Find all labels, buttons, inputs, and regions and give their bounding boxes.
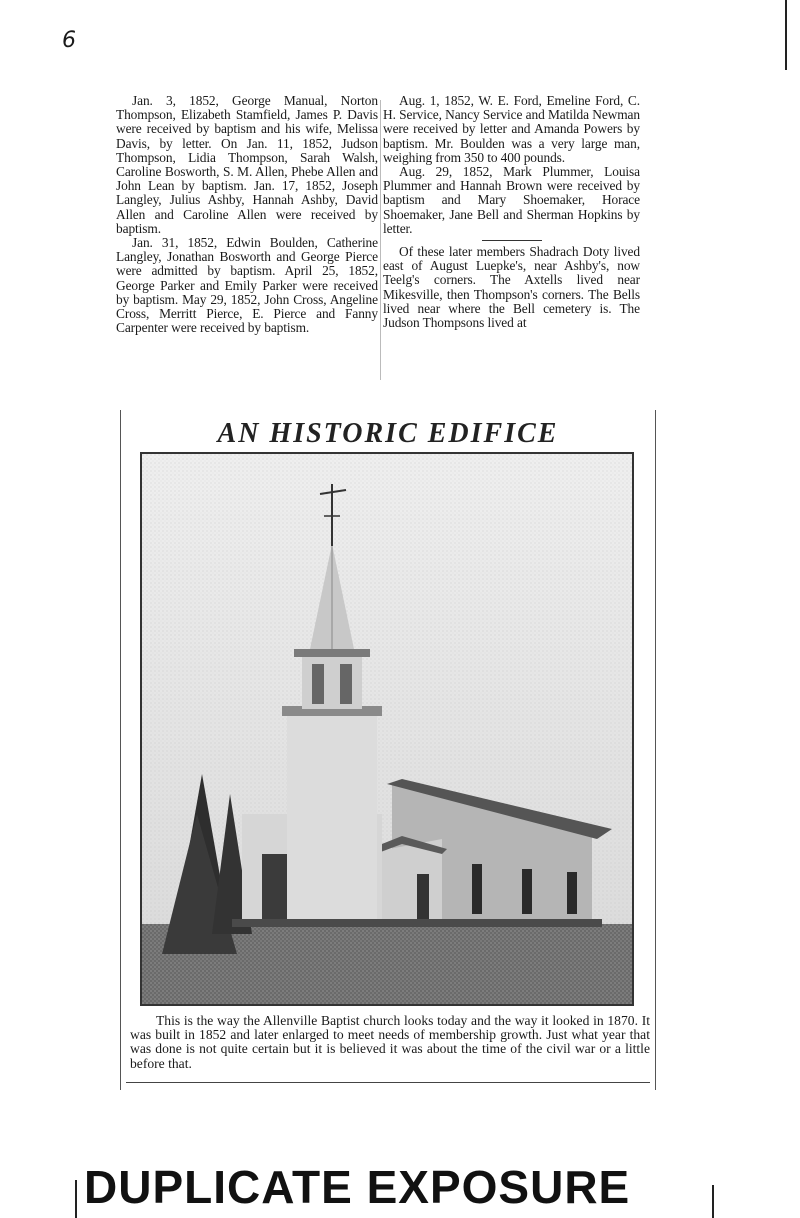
duplicate-exposure-stamp: DUPLICATE EXPOSURE bbox=[84, 1161, 631, 1213]
column-divider bbox=[380, 100, 381, 380]
scan-edge-mark bbox=[75, 1180, 77, 1218]
paragraph: Aug. 1, 1852, W. E. Ford, Emeline Ford, C. H. Service, Nancy Service and Matilda Newman were received by letter and Amanda Powers by baptism. Mr. Boulden was a very large man, weighing from 350 to 400 pounds. bbox=[383, 93, 640, 165]
page-number: 6 bbox=[62, 28, 76, 53]
section-separator bbox=[482, 240, 542, 241]
figure-caption: This is the way the Allenville Baptist church looks today and the way it looked in 1870. It was built in 1852 and later enlarged to meet needs of membership growth. Just what year that was done is not quite certain but it is believed it was about the time of the civil war or a little before that. bbox=[130, 1013, 650, 1071]
church-with-steeple-photo bbox=[142, 454, 632, 1004]
paragraph: Of these later members Shadrach Doty lived east of August Luepke's, near Ashby's, now Teelg's corners. The Axtells lived near Mikesville, then Thompson's corners. The Bells lived near where the Bell cemetery is. The Judson Thompsons lived at bbox=[383, 244, 640, 331]
church-photo bbox=[140, 452, 634, 1006]
figure-headline: AN HISTORIC EDIFICE bbox=[217, 418, 559, 449]
paragraph: Aug. 29, 1852, Mark Plummer, Louisa Plummer and Hannah Brown were received by baptism and Mary Shoemaker, Horace Shoemaker, Jane Bell and Sherman Hopkins by letter. bbox=[383, 164, 640, 236]
scan-edge-mark bbox=[712, 1185, 714, 1218]
article-column-left bbox=[116, 94, 378, 335]
paragraph: Jan. 3, 1852, George Manual, Norton Thompson, Elizabeth Stamfield, James P. Davis were received by baptism and his wife, Melissa Davis, by letter. On Jan. 11, 1852, Judson Thompson, Lidia Thompson, Sarah Walsh, Caroline Bosworth, S. M. Allen, Phebe Allen and John Lean by baptism. Jan. 17, 1852, Joseph Langley, Julius Ashby, Hannah Ashby, David Allen and Caroline Allen were received by baptism. bbox=[116, 93, 378, 236]
paragraph: Jan. 31, 1852, Edwin Boulden, Catherine Langley, Jonathan Bosworth and George Pierce were admitted by baptism. April 25, 1852, George Parker and Emily Parker were received by baptism. May 29, 1852, John Cross, Angeline Cross, Merritt Pierce, E. Pierce and Fanny Carpenter were received by baptism. bbox=[116, 235, 378, 336]
caption-rule bbox=[126, 1082, 650, 1083]
scan-edge-mark bbox=[785, 0, 787, 70]
article-column-right bbox=[383, 94, 640, 330]
